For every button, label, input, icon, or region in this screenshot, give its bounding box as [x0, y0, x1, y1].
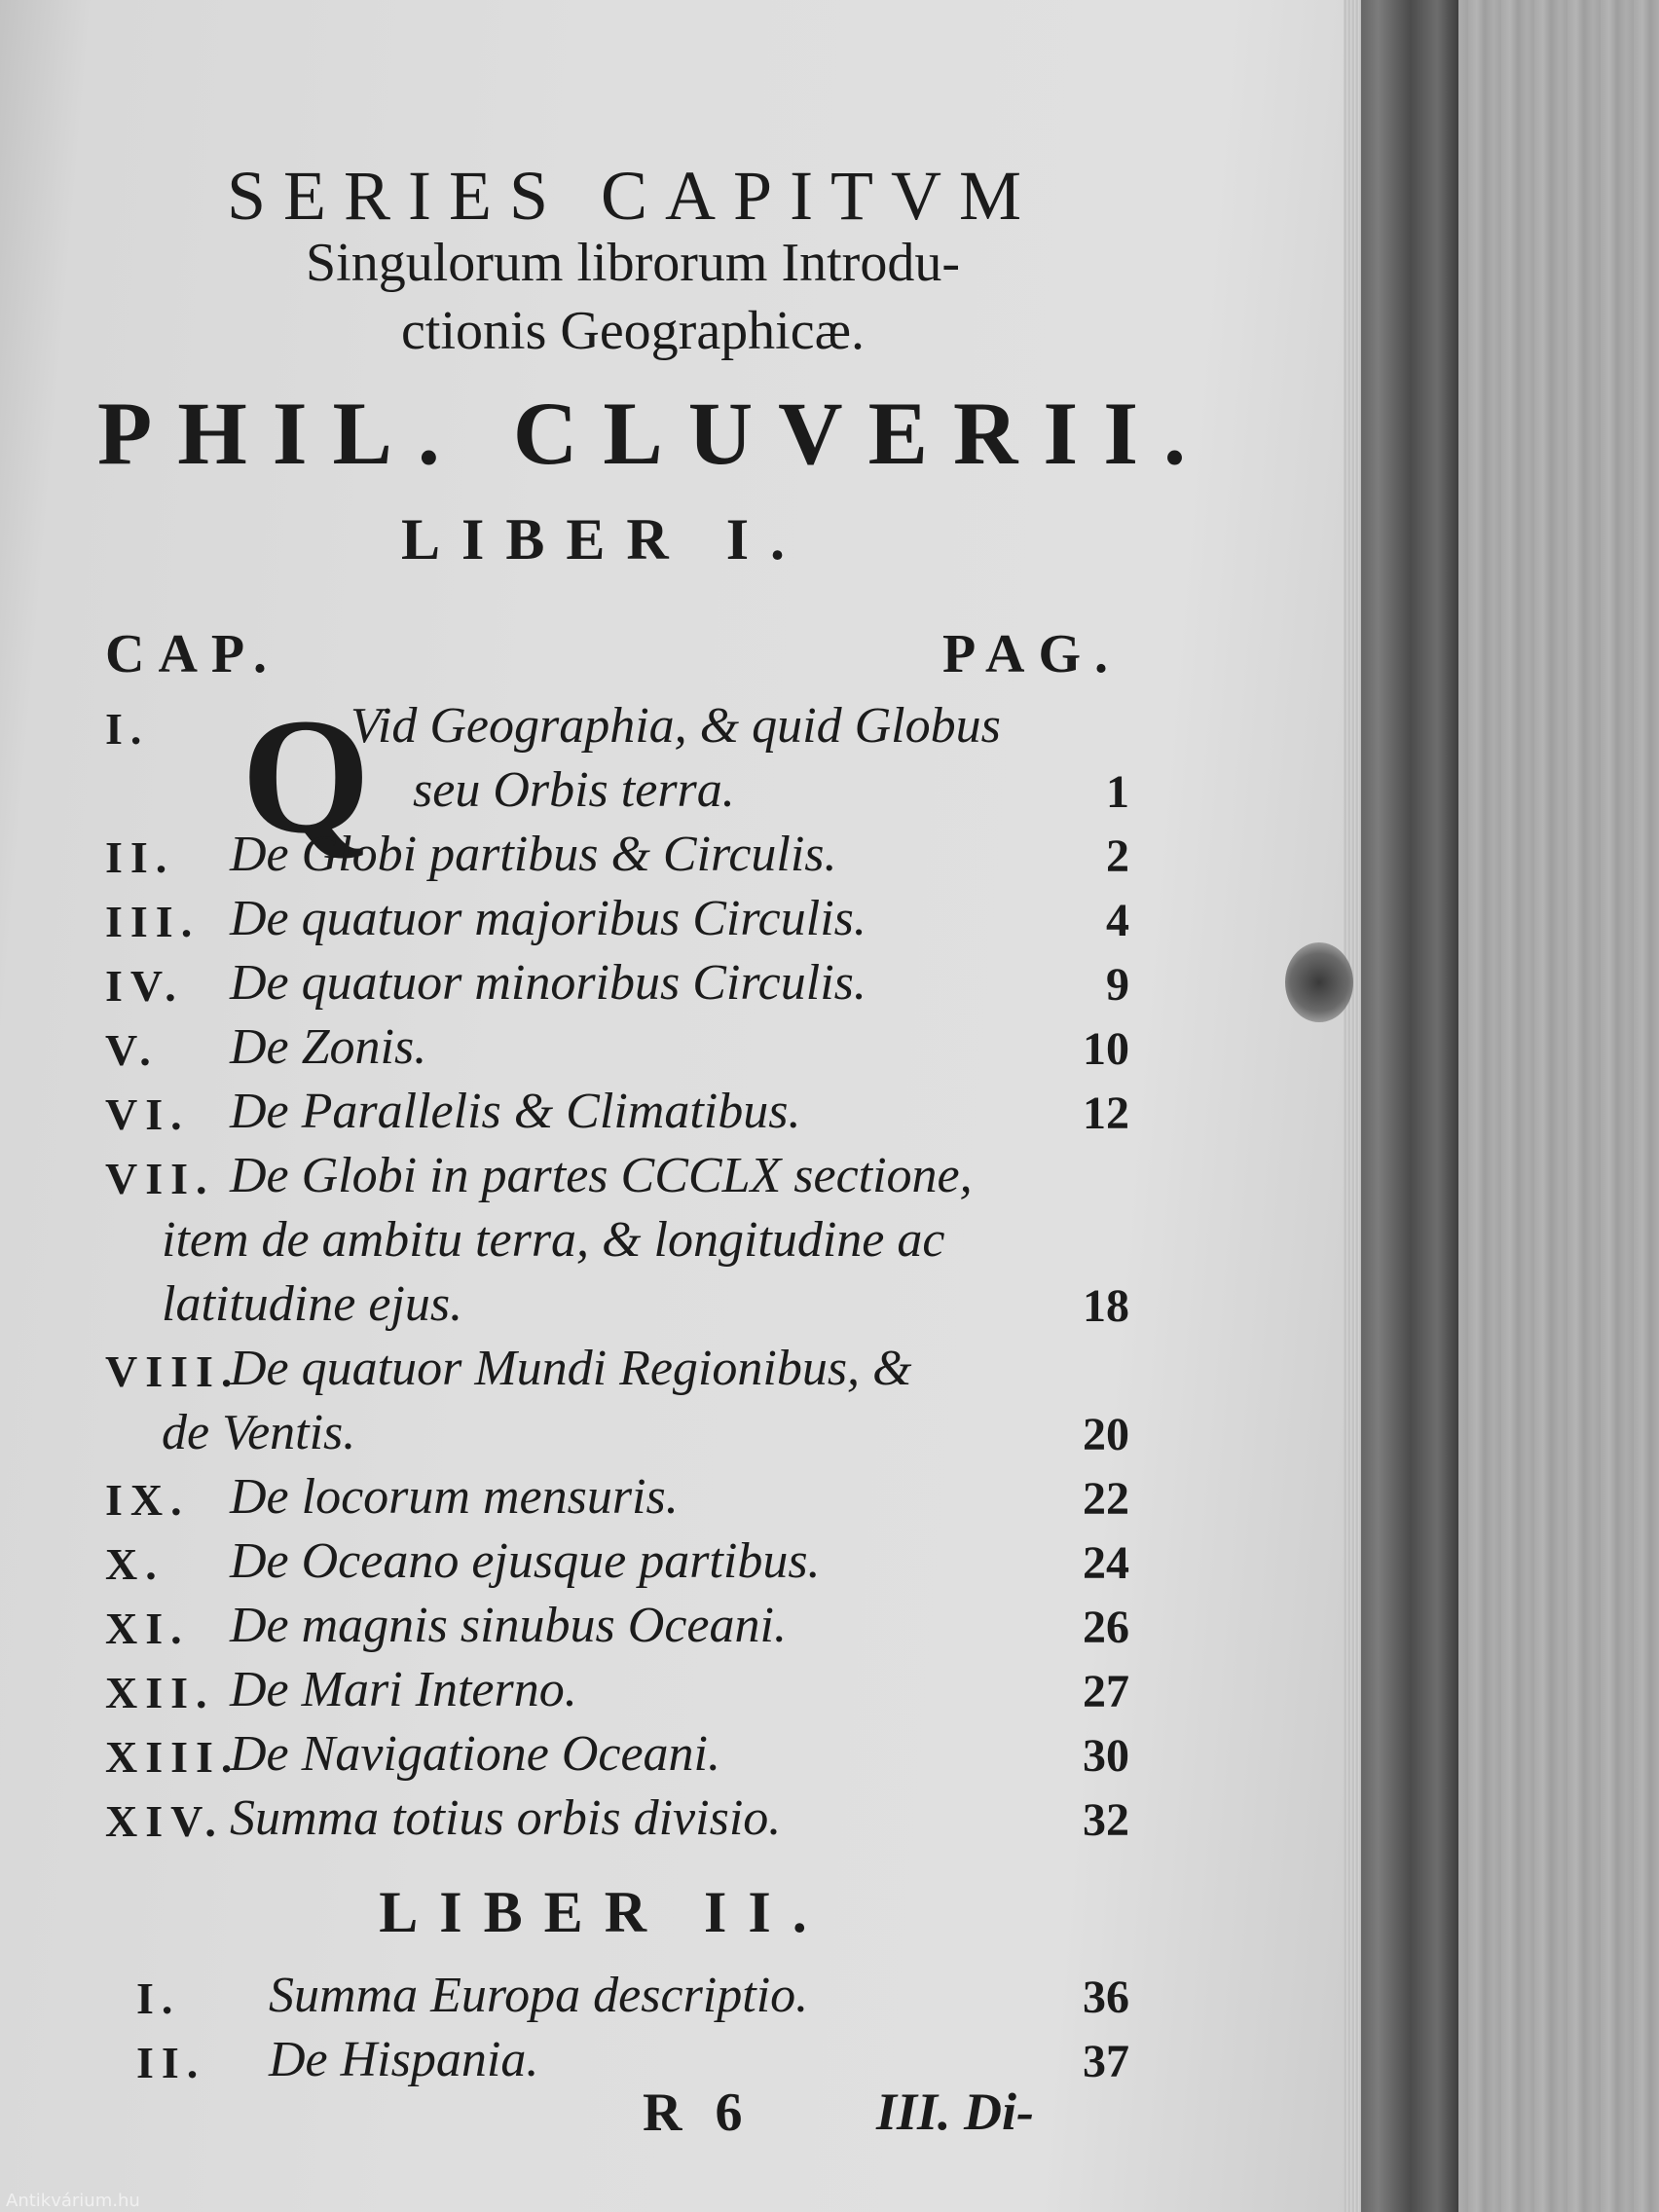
chapter-title-line: De Globi in partes CCCLX sectione,	[230, 1148, 973, 1203]
toc-entry	[0, 1340, 1344, 1468]
chapter-number: XIII.	[105, 1732, 240, 1782]
drop-capital: Q	[241, 684, 371, 867]
page-number: 20	[1083, 1409, 1129, 1460]
toc-entry	[0, 1597, 1344, 1661]
page-number: 18	[1083, 1280, 1129, 1332]
page-number: 30	[1083, 1730, 1129, 1782]
chapter-number: VII.	[105, 1154, 215, 1203]
watermark: Antikvárium.hu	[6, 2191, 140, 2211]
toc-entry	[0, 954, 1344, 1018]
chapter-title-line: Summa totius orbis divisio.	[230, 1790, 782, 1846]
toc-entry	[0, 1147, 1344, 1340]
chapter-number: II.	[136, 2038, 206, 2087]
page-number: 26	[1083, 1602, 1129, 1653]
toc-entry	[0, 1532, 1344, 1597]
toc-entry	[0, 890, 1344, 954]
chapter-title-line: De Globi partibus & Circulis.	[230, 827, 837, 882]
page-column-label: PAG.	[942, 624, 1123, 684]
toc-entry	[0, 826, 1344, 890]
chapter-title-line: De Zonis.	[230, 1019, 427, 1075]
toc-entry	[0, 1083, 1344, 1147]
chapter-title-line: De Parallelis & Climatibus.	[230, 1084, 801, 1139]
chapter-title-line: de Ventis.	[162, 1405, 356, 1460]
page-number: 22	[1083, 1473, 1129, 1525]
page-number: 12	[1083, 1088, 1129, 1139]
chapter-title-line: De Oceano ejusque partibus.	[230, 1533, 821, 1589]
page-number: 32	[1083, 1794, 1129, 1846]
chapter-number: XII.	[105, 1668, 215, 1717]
toc-entry	[0, 1661, 1344, 1725]
chapter-number: IX.	[105, 1475, 190, 1525]
page-number: 9	[1106, 959, 1129, 1011]
page-number: 27	[1083, 1666, 1129, 1717]
chapter-number: VI.	[105, 1089, 190, 1139]
toc-entry	[0, 1018, 1344, 1083]
chapter-number: III.	[105, 897, 201, 946]
chapter-number: I.	[105, 704, 150, 754]
toc-entry	[0, 697, 1344, 826]
chapter-number: VIII.	[105, 1346, 240, 1396]
chapter-title-line: De Navigatione Oceani.	[230, 1726, 720, 1782]
toc-entry	[0, 1967, 1344, 2031]
catchword: III. Di-	[876, 2083, 1035, 2141]
chapter-title-line: latitudine ejus.	[162, 1276, 463, 1332]
book-1-heading: LIBER I.	[400, 507, 807, 571]
chapter-number: I.	[136, 1973, 181, 2023]
chapter-title-line: De magnis sinubus Oceani.	[230, 1598, 787, 1653]
subtitle-line-2: ctionis Geographicæ.	[401, 301, 865, 361]
chapter-number: X.	[105, 1539, 165, 1589]
chapter-number: XI.	[105, 1604, 190, 1653]
book-2-heading: LIBER II.	[379, 1880, 829, 1944]
page-number: 2	[1106, 830, 1129, 882]
page-number: 1	[1106, 766, 1129, 818]
toc-entry	[0, 1725, 1344, 1789]
toc-entry	[0, 1468, 1344, 1532]
chapter-number: II.	[105, 832, 175, 882]
chapter-number: IV.	[105, 961, 184, 1011]
chapter-title-line: De quatuor Mundi Regionibus, &	[230, 1341, 912, 1396]
chapter-title-line: De quatuor majoribus Circulis.	[230, 891, 866, 946]
chapter-number: V.	[105, 1025, 159, 1075]
page-number: 24	[1083, 1537, 1129, 1589]
page-number: 36	[1083, 1972, 1129, 2023]
chapter-title-line: Summa Europa descriptio.	[269, 1968, 809, 2023]
chapter-title-line: Vid Geographia, & quid Globus	[350, 698, 1001, 754]
chapter-title-line: De Hispania.	[269, 2032, 539, 2087]
page-number: 10	[1083, 1023, 1129, 1075]
chapter-title-line: De locorum mensuris.	[230, 1469, 679, 1525]
page-number: 37	[1083, 2036, 1129, 2087]
chapter-column-label: CAP.	[105, 624, 280, 684]
chapter-number: XIV.	[105, 1796, 224, 1846]
toc-entry	[0, 1789, 1344, 1854]
page-number: 4	[1106, 895, 1129, 946]
chapter-title-line: De Mari Interno.	[230, 1662, 577, 1717]
book-cover-edge	[1351, 0, 1458, 2212]
chapter-title-line: seu Orbis terra.	[413, 762, 735, 818]
chapter-title-line: De quatuor minoribus Circulis.	[230, 955, 866, 1011]
author-name: PHIL. CLUVERII.	[97, 384, 1212, 483]
signature-mark: R 6	[643, 2083, 753, 2143]
series-title: SERIES CAPITVM	[226, 157, 1040, 235]
chapter-title-line: item de ambitu terra, & longitudine ac	[162, 1212, 945, 1268]
subtitle-line-1: Singulorum librorum Introdu-	[306, 233, 960, 293]
